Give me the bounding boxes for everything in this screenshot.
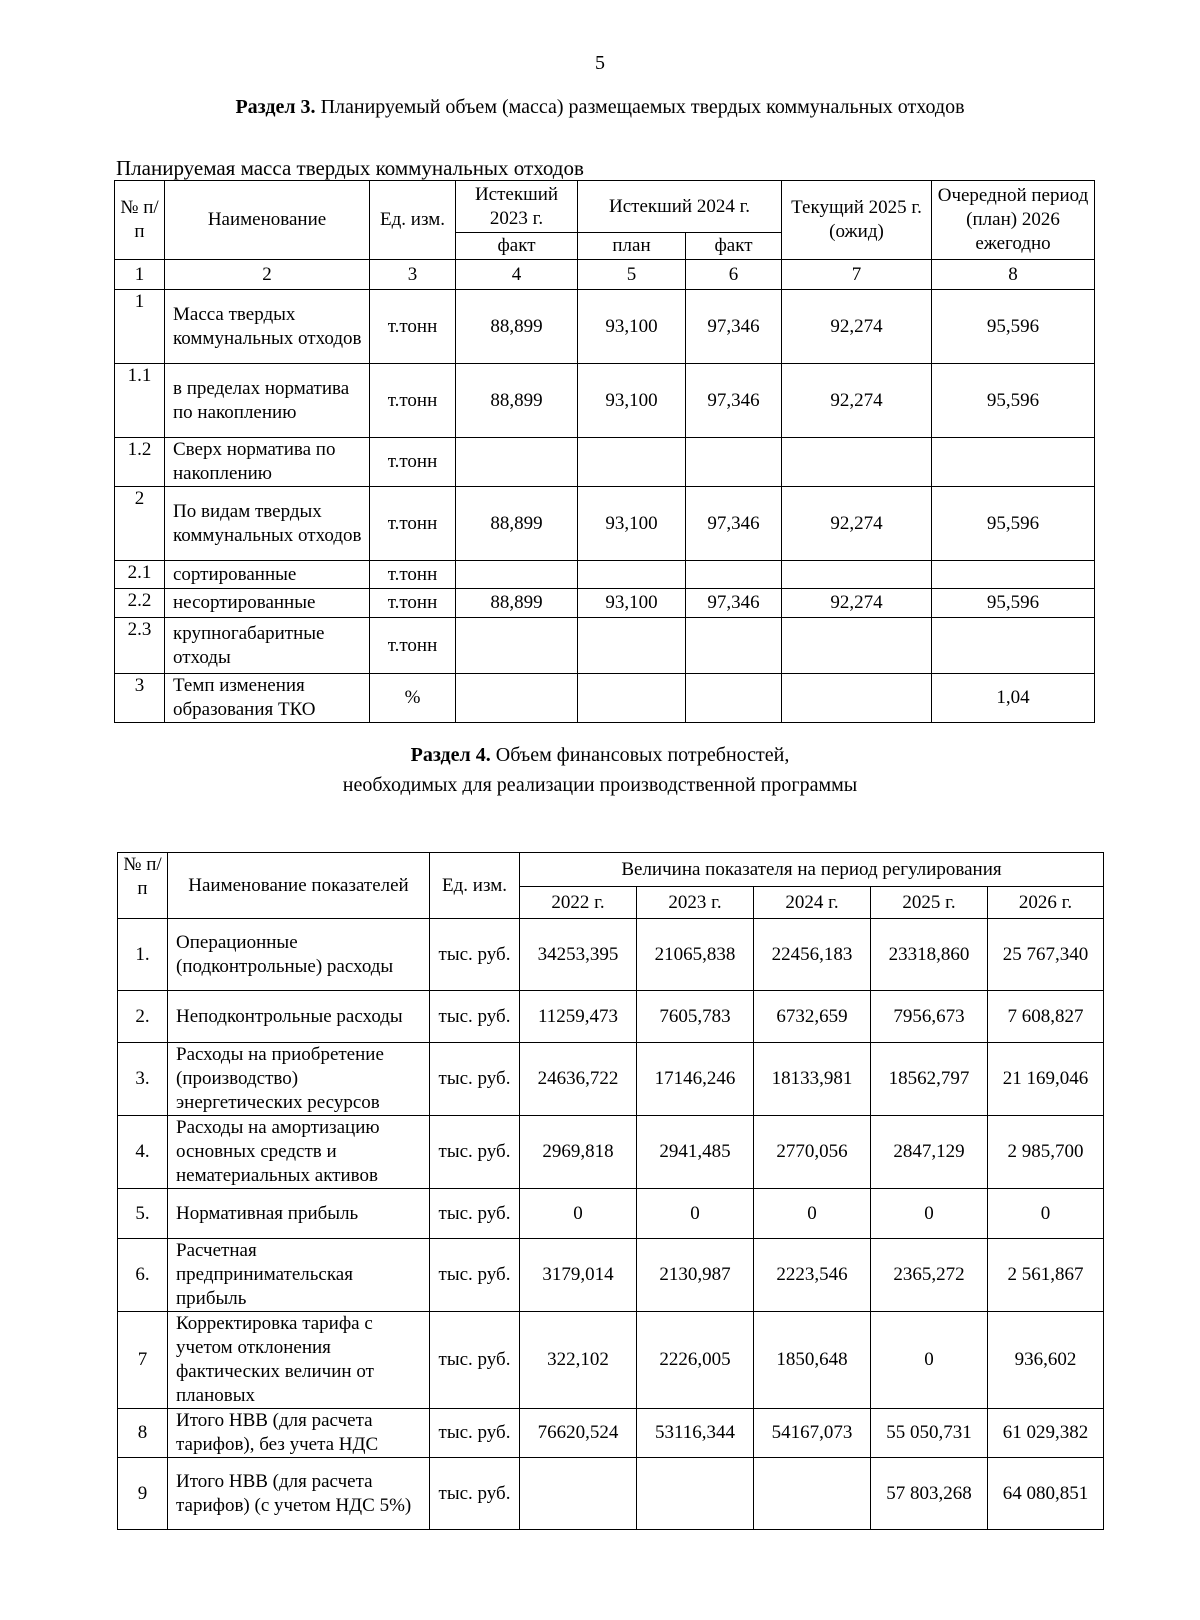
value-2026: 95,596 — [932, 487, 1095, 561]
row-value: 2130,987 — [637, 1239, 754, 1312]
col-number: 7 — [782, 260, 932, 290]
value-2024-plan — [578, 674, 686, 723]
table-row — [118, 1043, 1104, 1116]
row-name: Сверх норматива по накоплению — [165, 438, 370, 487]
row-value: 53116,344 — [637, 1409, 754, 1458]
row-name: Расходы на амортизацию основных средств и нематериальных активов — [168, 1116, 430, 1189]
table-row — [118, 1312, 1104, 1409]
row-unit: тыс. руб. — [430, 1116, 520, 1189]
row-number: 3 — [115, 674, 165, 723]
row-unit: тыс. руб. — [430, 1189, 520, 1239]
table-row — [115, 618, 1095, 674]
row-unit: т.тонн — [370, 290, 456, 364]
row-value: 54167,073 — [754, 1409, 871, 1458]
table-row — [118, 991, 1104, 1043]
header-2024-plan: план — [578, 233, 686, 260]
value-2023-fact — [456, 618, 578, 674]
row-value: 0 — [520, 1189, 637, 1239]
col-number: 1 — [115, 260, 165, 290]
row-name: несортированные — [165, 589, 370, 618]
value-2023-fact: 88,899 — [456, 487, 578, 561]
row-value: 11259,473 — [520, 991, 637, 1043]
value-2023-fact — [456, 674, 578, 723]
row-value: 2847,129 — [871, 1116, 988, 1189]
header-num: № п/п — [118, 853, 168, 919]
value-2024-plan: 93,100 — [578, 290, 686, 364]
row-value: 7605,783 — [637, 991, 754, 1043]
col-number: 3 — [370, 260, 456, 290]
header-name: Наименование показателей — [168, 853, 430, 919]
value-2024-plan — [578, 561, 686, 589]
value-2024-plan — [578, 618, 686, 674]
table-row — [118, 1458, 1104, 1530]
row-number: 4. — [118, 1116, 168, 1189]
row-unit: % — [370, 674, 456, 723]
row-number: 8 — [118, 1409, 168, 1458]
section-3-title — [0, 94, 1200, 121]
row-number: 9 — [118, 1458, 168, 1530]
row-unit: т.тонн — [370, 618, 456, 674]
header-2023: Истекший 2023 г. — [456, 181, 578, 233]
col-number: 4 — [456, 260, 578, 290]
row-value: 3179,014 — [520, 1239, 637, 1312]
row-number: 1.2 — [115, 438, 165, 487]
value-2025 — [782, 438, 932, 487]
row-value: 2 985,700 — [988, 1116, 1104, 1189]
row-value: 2226,005 — [637, 1312, 754, 1409]
row-name: Операционные (подконтрольные) расходы — [168, 919, 430, 991]
row-name: Масса твердых коммунальных отходов — [165, 290, 370, 364]
header-2026: Очередной период (план) 2026 ежегодно — [932, 181, 1095, 260]
row-name: Нормативная прибыль — [168, 1189, 430, 1239]
row-number: 2 — [115, 487, 165, 561]
col-number: 2 — [165, 260, 370, 290]
financial-needs-table — [117, 852, 1104, 1530]
row-value: 57 803,268 — [871, 1458, 988, 1530]
value-2026: 1,04 — [932, 674, 1095, 723]
value-2024-fact: 97,346 — [686, 290, 782, 364]
value-2026: 95,596 — [932, 364, 1095, 438]
value-2024-fact: 97,346 — [686, 487, 782, 561]
value-2024-fact: 97,346 — [686, 589, 782, 618]
value-2025 — [782, 674, 932, 723]
row-name: Темп изменения образования ТКО — [165, 674, 370, 723]
value-2023-fact — [456, 561, 578, 589]
col-number: 5 — [578, 260, 686, 290]
header-num: № п/п — [115, 181, 165, 260]
table-row — [118, 1116, 1104, 1189]
table-row — [115, 589, 1095, 618]
row-value: 2969,818 — [520, 1116, 637, 1189]
section-4-title-bold: Раздел 4. — [410, 744, 491, 766]
row-name: По видам твердых коммунальных отходов — [165, 487, 370, 561]
section-4-subtitle: необходимых для реализации производственной программы — [342, 774, 858, 796]
header-year: 2022 г. — [520, 887, 637, 919]
row-unit: т.тонн — [370, 561, 456, 589]
row-unit: тыс. руб. — [430, 1458, 520, 1530]
row-number: 2. — [118, 991, 168, 1043]
row-value: 2941,485 — [637, 1116, 754, 1189]
value-2026 — [932, 438, 1095, 487]
row-value: 2223,546 — [754, 1239, 871, 1312]
table-row — [118, 919, 1104, 991]
table-row — [118, 1239, 1104, 1312]
value-2025: 92,274 — [782, 589, 932, 618]
row-unit: тыс. руб. — [430, 991, 520, 1043]
col-number: 8 — [932, 260, 1095, 290]
row-value: 2770,056 — [754, 1116, 871, 1189]
row-number: 2.1 — [115, 561, 165, 589]
table-row — [115, 438, 1095, 487]
value-2024-fact — [686, 674, 782, 723]
row-value: 0 — [871, 1312, 988, 1409]
row-name: Итого НВВ (для расчета тарифов) (с учетом НДС 5%) — [168, 1458, 430, 1530]
section-3-caption: Планируемая масса твердых коммунальных отходов — [116, 156, 584, 180]
row-value: 21065,838 — [637, 919, 754, 991]
value-2024-plan: 93,100 — [578, 364, 686, 438]
col-number: 6 — [686, 260, 782, 290]
row-value: 2 561,867 — [988, 1239, 1104, 1312]
table-row — [115, 487, 1095, 561]
table-row — [115, 674, 1095, 723]
row-value: 61 029,382 — [988, 1409, 1104, 1458]
section-4-title — [0, 742, 1200, 769]
value-2026 — [932, 561, 1095, 589]
header-year: 2024 г. — [754, 887, 871, 919]
waste-mass-table — [114, 180, 1095, 723]
row-value — [754, 1458, 871, 1530]
row-value: 24636,722 — [520, 1043, 637, 1116]
row-name: Итого НВВ (для расчета тарифов), без учета НДС — [168, 1409, 430, 1458]
row-name: крупногабаритные отходы — [165, 618, 370, 674]
table-row — [115, 290, 1095, 364]
table-row — [118, 1189, 1104, 1239]
value-2025: 92,274 — [782, 290, 932, 364]
row-number: 3. — [118, 1043, 168, 1116]
row-unit: т.тонн — [370, 364, 456, 438]
row-name: сортированные — [165, 561, 370, 589]
row-value: 34253,395 — [520, 919, 637, 991]
value-2024-fact — [686, 618, 782, 674]
value-2024-fact: 97,346 — [686, 364, 782, 438]
row-value: 7 608,827 — [988, 991, 1104, 1043]
row-name: Расходы на приобретение (производство) энергетических ресурсов — [168, 1043, 430, 1116]
value-2023-fact: 88,899 — [456, 290, 578, 364]
header-2025: Текущий 2025 г. (ожид) — [782, 181, 932, 260]
row-unit: тыс. руб. — [430, 1239, 520, 1312]
row-unit: т.тонн — [370, 438, 456, 487]
row-number: 1.1 — [115, 364, 165, 438]
row-unit: т.тонн — [370, 487, 456, 561]
row-value: 0 — [871, 1189, 988, 1239]
header-2023-fact: факт — [456, 233, 578, 260]
header-year: 2025 г. — [871, 887, 988, 919]
value-2026: 95,596 — [932, 589, 1095, 618]
header-period: Величина показателя на период регулирования — [520, 853, 1104, 887]
value-2026: 95,596 — [932, 290, 1095, 364]
row-value — [637, 1458, 754, 1530]
row-value: 22456,183 — [754, 919, 871, 991]
row-value — [520, 1458, 637, 1530]
value-2024-fact — [686, 438, 782, 487]
row-value: 322,102 — [520, 1312, 637, 1409]
row-name: Расчетная предпринимательская прибыль — [168, 1239, 430, 1312]
row-value: 17146,246 — [637, 1043, 754, 1116]
header-year: 2026 г. — [988, 887, 1104, 919]
value-2023-fact: 88,899 — [456, 364, 578, 438]
value-2023-fact: 88,899 — [456, 589, 578, 618]
row-number: 1 — [115, 290, 165, 364]
row-number: 2.3 — [115, 618, 165, 674]
value-2023-fact — [456, 438, 578, 487]
value-2024-fact — [686, 561, 782, 589]
value-2025 — [782, 561, 932, 589]
table-row — [118, 1409, 1104, 1458]
row-value: 936,602 — [988, 1312, 1104, 1409]
row-unit: тыс. руб. — [430, 1043, 520, 1116]
row-name: Корректировка тарифа с учетом отклонения фактических величин от плановых — [168, 1312, 430, 1409]
header-unit: Ед. изм. — [430, 853, 520, 919]
row-number: 2.2 — [115, 589, 165, 618]
section-3-title-bold: Раздел 3. — [235, 96, 316, 118]
value-2026 — [932, 618, 1095, 674]
row-value: 55 050,731 — [871, 1409, 988, 1458]
row-number: 6. — [118, 1239, 168, 1312]
row-value: 0 — [988, 1189, 1104, 1239]
row-unit: т.тонн — [370, 589, 456, 618]
value-2025: 92,274 — [782, 364, 932, 438]
row-value: 18133,981 — [754, 1043, 871, 1116]
header-unit: Ед. изм. — [370, 181, 456, 260]
row-value: 21 169,046 — [988, 1043, 1104, 1116]
row-number: 5. — [118, 1189, 168, 1239]
value-2024-plan — [578, 438, 686, 487]
row-value: 0 — [637, 1189, 754, 1239]
row-number: 1. — [118, 919, 168, 991]
row-value: 1850,648 — [754, 1312, 871, 1409]
row-value: 2365,272 — [871, 1239, 988, 1312]
row-value: 0 — [754, 1189, 871, 1239]
row-unit: тыс. руб. — [430, 1409, 520, 1458]
row-value: 76620,524 — [520, 1409, 637, 1458]
value-2025 — [782, 618, 932, 674]
table-row — [115, 364, 1095, 438]
row-name: Неподконтрольные расходы — [168, 991, 430, 1043]
header-year: 2023 г. — [637, 887, 754, 919]
row-value: 6732,659 — [754, 991, 871, 1043]
row-value: 18562,797 — [871, 1043, 988, 1116]
value-2024-plan: 93,100 — [578, 487, 686, 561]
row-unit: тыс. руб. — [430, 1312, 520, 1409]
row-value: 64 080,851 — [988, 1458, 1104, 1530]
row-unit: тыс. руб. — [430, 919, 520, 991]
header-2024: Истекший 2024 г. — [578, 181, 782, 233]
value-2024-plan: 93,100 — [578, 589, 686, 618]
table-row — [115, 561, 1095, 589]
row-number: 7 — [118, 1312, 168, 1409]
section-3-title-text: Планируемый объем (масса) размещаемых твердых коммунальных отходов — [315, 96, 965, 118]
header-2024-fact: факт — [686, 233, 782, 260]
row-value: 23318,860 — [871, 919, 988, 991]
row-value: 25 767,340 — [988, 919, 1104, 991]
header-name: Наименование — [165, 181, 370, 260]
value-2025: 92,274 — [782, 487, 932, 561]
row-value: 7956,673 — [871, 991, 988, 1043]
row-name: в пределах норматива по накоплению — [165, 364, 370, 438]
section-4-title-text: Объем финансовых потребностей, — [490, 744, 790, 766]
page-number: 5 — [595, 52, 605, 74]
